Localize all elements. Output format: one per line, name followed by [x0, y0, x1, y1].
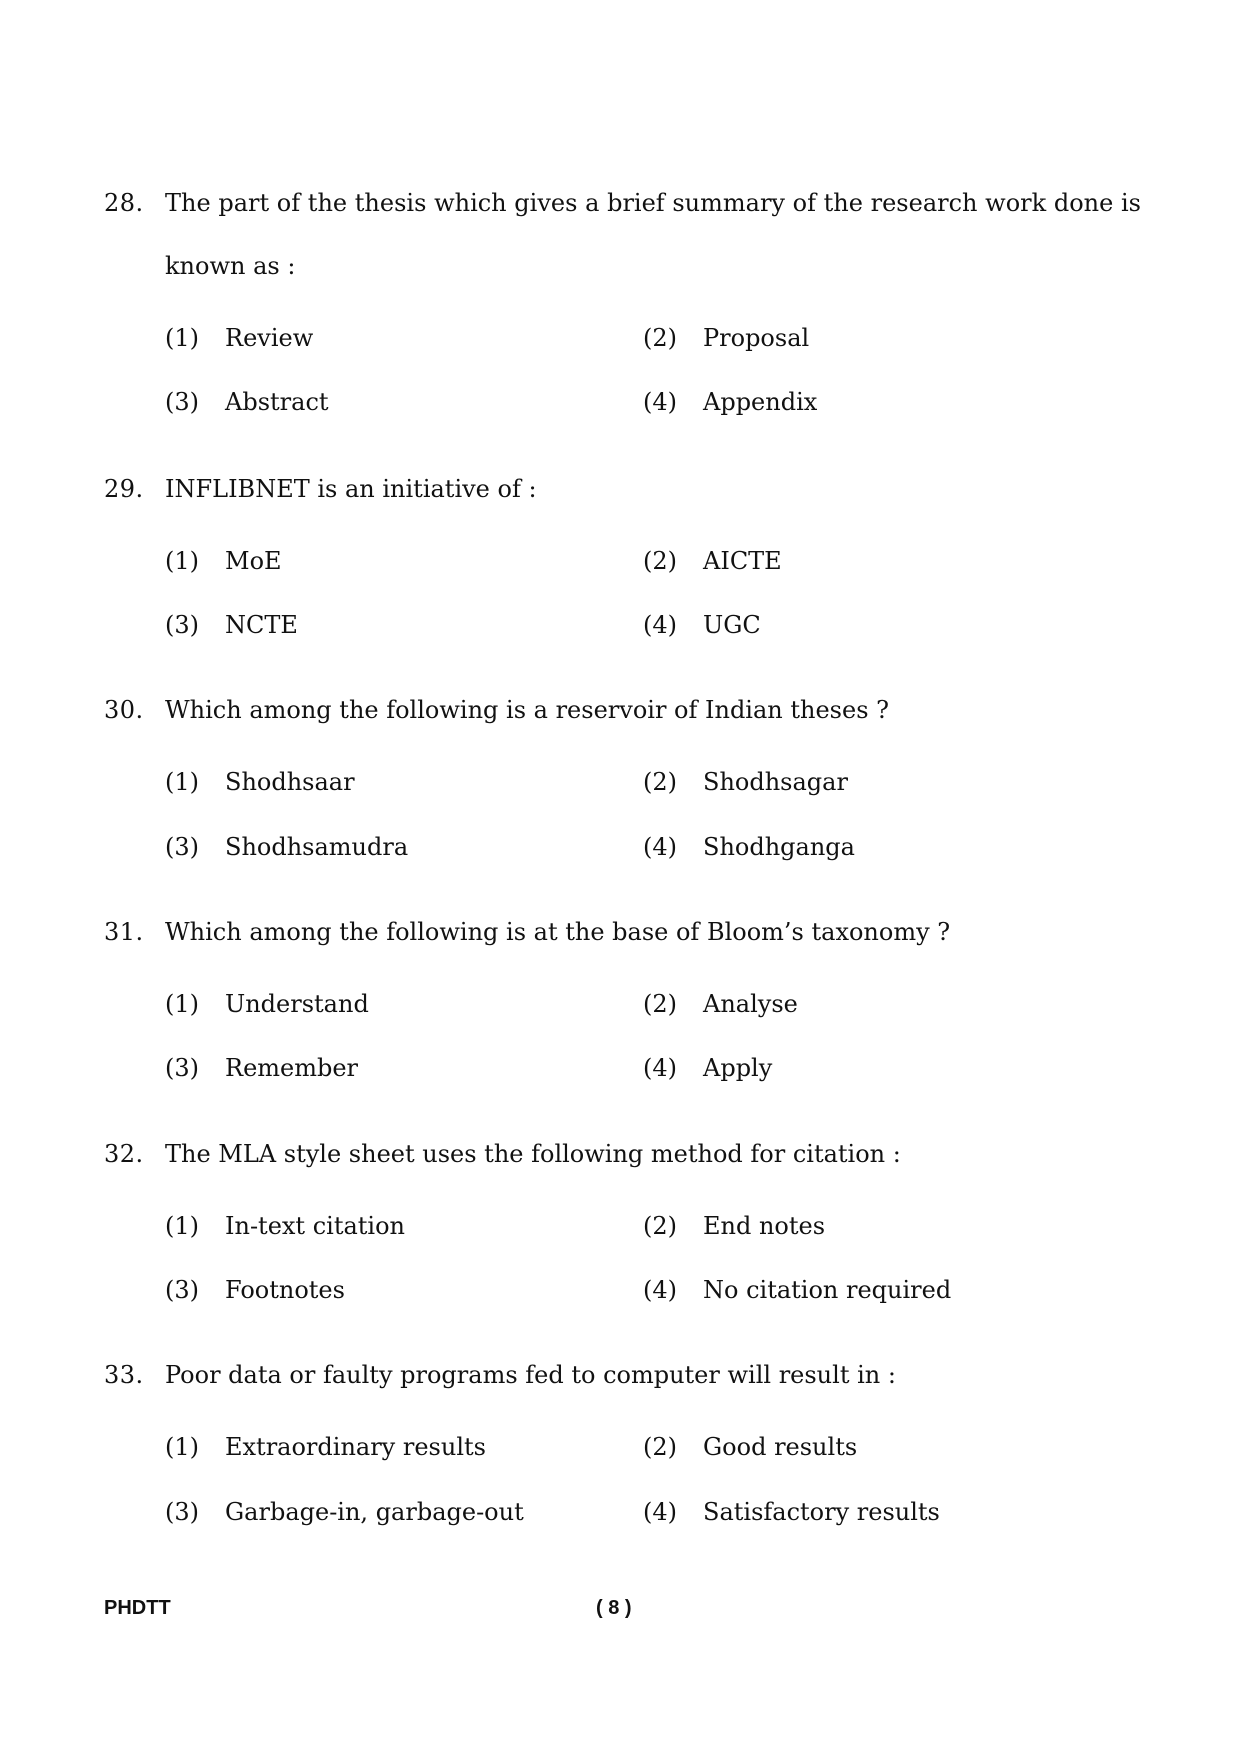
option-number: (2) — [643, 324, 677, 352]
paper-code: PHDTT — [104, 1597, 171, 1619]
option-label: Analyse — [703, 990, 798, 1018]
option-number: (2) — [643, 768, 677, 796]
option-number: (4) — [643, 611, 677, 639]
question-number: 31. — [104, 918, 144, 946]
question-line — [0, 695, 1241, 725]
option-label: Shodhsagar — [703, 768, 848, 796]
question-29 — [0, 474, 1241, 639]
option-label: Shodhsamudra — [225, 833, 409, 861]
option-label: In-text citation — [225, 1212, 405, 1240]
option-label: Remember — [225, 1054, 359, 1082]
question-33 — [0, 1360, 1241, 1526]
option-label: Understand — [225, 990, 369, 1018]
question-number: 32. — [104, 1140, 144, 1168]
option-label: End notes — [703, 1212, 826, 1240]
option-label: Proposal — [703, 324, 810, 352]
option-number: (1) — [165, 324, 199, 352]
option-number: (4) — [643, 1054, 677, 1082]
option-number: (2) — [643, 1433, 677, 1461]
question-text: Which among the following is at the base of Bloom’s taxonomy ? — [165, 918, 951, 946]
option-number: (3) — [165, 388, 199, 416]
option-number: (4) — [643, 833, 677, 861]
option-label: Extraordinary results — [225, 1433, 486, 1461]
option-label: Good results — [703, 1433, 858, 1461]
option-label: NCTE — [225, 611, 298, 639]
question-line — [0, 188, 1241, 218]
question-number: 33. — [104, 1361, 144, 1389]
question-line — [0, 1360, 1241, 1390]
option-number: (1) — [165, 1433, 199, 1461]
question-number: 28. — [104, 189, 144, 217]
option-label: MoE — [225, 547, 282, 575]
question-30 — [0, 695, 1241, 861]
option-number: (1) — [165, 547, 199, 575]
question-number: 29. — [104, 475, 144, 503]
option-label: Garbage-in, garbage-out — [225, 1498, 524, 1526]
question-28 — [0, 188, 1241, 416]
option-number: (2) — [643, 1212, 677, 1240]
option-number: (2) — [643, 990, 677, 1018]
option-label: Satisfactory results — [703, 1498, 940, 1526]
option-number: (3) — [165, 611, 199, 639]
question-text: The part of the thesis which gives a brief summary of the research work done is — [165, 189, 1141, 217]
question-number: 30. — [104, 696, 144, 724]
option-label: Shodhganga — [703, 833, 855, 861]
option-label: Shodhsaar — [225, 768, 355, 796]
question-32 — [0, 1139, 1241, 1304]
option-label: No citation required — [703, 1276, 952, 1304]
question-text-continued: known as : — [165, 252, 296, 280]
option-number: (2) — [643, 547, 677, 575]
option-label: Appendix — [703, 388, 818, 416]
option-number: (3) — [165, 1498, 199, 1526]
question-line-continued — [0, 251, 1241, 281]
option-label: Review — [225, 324, 314, 352]
option-label: Apply — [703, 1054, 773, 1082]
question-text: Poor data or faulty programs fed to computer will result in : — [165, 1361, 896, 1389]
option-number: (3) — [165, 1276, 199, 1304]
option-number: (4) — [643, 1276, 677, 1304]
question-text: INFLIBNET is an initiative of : — [165, 475, 537, 503]
option-label: AICTE — [703, 547, 782, 575]
option-number: (4) — [643, 1498, 677, 1526]
option-number: (3) — [165, 833, 199, 861]
option-number: (1) — [165, 990, 199, 1018]
option-label: Abstract — [225, 388, 329, 416]
question-line — [0, 474, 1241, 504]
option-number: (3) — [165, 1054, 199, 1082]
question-31 — [0, 917, 1241, 1082]
option-number: (4) — [643, 388, 677, 416]
option-number: (1) — [165, 768, 199, 796]
question-text: The MLA style sheet uses the following method for citation : — [165, 1140, 901, 1168]
question-line — [0, 1139, 1241, 1169]
page-number: ( 8 ) — [596, 1597, 632, 1619]
question-text: Which among the following is a reservoir of Indian theses ? — [165, 696, 890, 724]
option-label: Footnotes — [225, 1276, 345, 1304]
question-line — [0, 917, 1241, 947]
option-label: UGC — [703, 611, 761, 639]
option-number: (1) — [165, 1212, 199, 1240]
